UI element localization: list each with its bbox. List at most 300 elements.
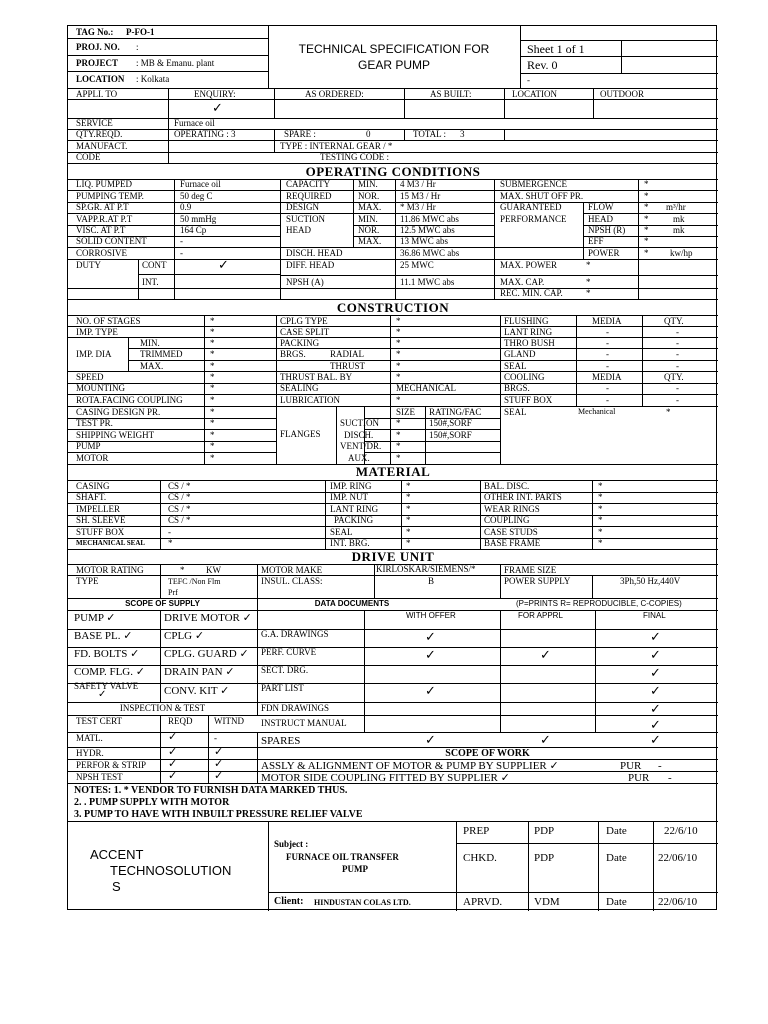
motor-type-label: TYPE <box>76 576 99 586</box>
cplg-type-value: * <box>396 316 401 326</box>
design-label: DESIGN <box>286 202 319 212</box>
thro-bush-label: THRO BUSH <box>504 338 555 348</box>
scope-work-1-dash: - <box>658 760 662 772</box>
supply-fd-bolts: FD. BOLTS ✓ <box>74 648 140 660</box>
final-header: FINAL <box>643 611 666 620</box>
corrosive-value: - <box>180 248 183 258</box>
test-cert-header: TEST CERT <box>76 716 123 726</box>
operating-conditions-title: OPERATING CONDITIONS <box>305 164 481 179</box>
lubrication-value: * <box>396 395 401 405</box>
speed-value: * <box>210 372 215 382</box>
proj-no-value: : <box>136 42 139 52</box>
manufact-label: MANUFACT. <box>76 141 128 151</box>
cooling-qty-header: QTY. <box>664 372 684 382</box>
rota-facing-value: * <box>210 395 215 405</box>
motor-weight-label: MOTOR <box>76 453 109 463</box>
scope-work-item-2: MOTOR SIDE COUPLING FITTED BY SUPPLIER ✓ <box>261 772 510 784</box>
test-perfor-reqd-icon: ✓ <box>168 758 178 770</box>
cooling-media-header: MEDIA <box>592 372 622 382</box>
npsh-r-label: NPSH (R) <box>588 225 626 235</box>
lant-ring-media: - <box>606 327 609 337</box>
total-label: TOTAL : <box>413 129 447 139</box>
revision: Rev. 0 <box>527 58 558 72</box>
pump-type: TYPE : INTERNAL GEAR / * <box>280 141 393 151</box>
fdn-final-check-icon: ✓ <box>650 701 661 716</box>
part-offer-check-icon: ✓ <box>425 683 436 698</box>
mat-lant-ring-value: * <box>406 504 411 514</box>
material-title: MATERIAL <box>355 464 431 479</box>
mat-base-frame-value: * <box>598 538 603 548</box>
supply-safety-valve: SAFETY VALVE <box>74 681 139 691</box>
shut-off-pr-label: MAX. SHUT OFF PR. <box>500 191 584 201</box>
solid-content-label: SOLID CONTENT <box>76 236 147 246</box>
flange-suction-size: * <box>396 418 401 428</box>
max-cap-label: MAX. CAP. <box>500 277 545 287</box>
part-final-check-icon: ✓ <box>650 683 661 698</box>
mat-stuff-box-label: STUFF BOX <box>76 527 125 537</box>
doc-perf-curve: PERF. CURVE <box>261 647 317 657</box>
mat-mech-seal-value: * <box>168 538 173 548</box>
title-line-1: TECHNICAL SPECIFICATION FOR <box>298 42 490 56</box>
mat-packing-label: PACKING <box>334 515 374 525</box>
flow-unit: m³/hr <box>666 202 686 212</box>
sealing-value: MECHANICAL <box>396 383 456 393</box>
scope-of-supply-header: SCOPE OF SUPPLY <box>125 599 200 608</box>
mat-shaft-value: CS / * <box>168 492 191 502</box>
cap-max-label: MAX. <box>358 202 382 212</box>
testing-code-label: TESTING CODE : <box>320 152 389 162</box>
thrust-label: THRUST <box>330 361 366 371</box>
mat-impeller-value: CS / * <box>168 504 191 514</box>
suction-label: SUCTION <box>286 214 326 224</box>
flange-vent-label: VENT/DR. <box>340 441 382 451</box>
imp-max-value: * <box>210 361 215 371</box>
duty-label: DUTY <box>76 260 101 270</box>
mat-case-studs-label: CASE STUDS <box>484 527 538 537</box>
mat-coupling-label: COUPLING <box>484 515 530 525</box>
mat-seal-value: * <box>406 527 411 537</box>
shut-off-pr-value: * <box>644 191 649 201</box>
suct-nor-value: 12.5 MWC abs <box>400 225 455 235</box>
flushing-media-header: MEDIA <box>592 316 622 326</box>
doc-sect-drg: SECT. DRG. <box>261 665 309 675</box>
project-label: PROJECT <box>76 58 119 68</box>
power-label: POWER <box>588 248 620 258</box>
test-hydr-reqd-icon: ✓ <box>168 746 178 758</box>
mat-case-studs-value: * <box>598 527 603 537</box>
note-1: NOTES: 1. * VENDOR TO FURNISH DATA MARKED THUS. <box>74 785 348 796</box>
cool-stuff-box-qty: - <box>676 395 679 405</box>
enquiry-check-icon: ✓ <box>212 100 223 115</box>
flush-seal-qty: - <box>676 361 679 371</box>
scope-work-2-dash: - <box>668 772 672 784</box>
mat-seal-label: SEAL <box>330 527 353 537</box>
mat-bal-disc-value: * <box>598 481 603 491</box>
client-value: HINDUSTAN COLAS LTD. <box>314 898 411 907</box>
mat-other-parts-label: OTHER INT. PARTS <box>484 492 562 502</box>
flow-label: FLOW <box>588 202 614 212</box>
pump-weight-label: PUMP <box>76 441 101 451</box>
prep-date: 22/6/10 <box>664 825 698 837</box>
imp-dia-label: IMP. DIA <box>76 349 112 359</box>
pumping-temp-value: 50 deg C <box>180 191 213 201</box>
spec-sheet <box>67 25 717 910</box>
motor-type-value-2: Prf <box>168 588 178 597</box>
mat-wear-rings-label: WEAR RINGS <box>484 504 540 514</box>
mat-base-frame-label: BASE FRAME <box>484 538 541 548</box>
visc-label: VISC. AT P.T <box>76 225 126 235</box>
npsh-r-value: * <box>644 225 649 235</box>
flange-size-header: SIZE <box>396 407 415 417</box>
flange-disch-label: DISCH. <box>344 430 374 440</box>
chkd-date-label: Date <box>606 852 627 864</box>
company-name-line-1: ACCENT <box>90 847 144 862</box>
test-matl-witnd: - <box>214 733 217 743</box>
company-name-line-3: S <box>112 879 121 894</box>
with-offer-header: WITH OFFER <box>406 611 456 620</box>
vap-pr-value: 50 mmHg <box>180 214 217 224</box>
construction-title: CONSTRUCTION <box>336 300 450 315</box>
flushing-header: FLUSHING <box>504 316 549 326</box>
supply-pump: PUMP ✓ <box>74 612 116 624</box>
liq-pumped-value: Furnace oil <box>180 179 221 189</box>
operating-qty: OPERATING : 3 <box>174 129 236 139</box>
test-npsh-label: NPSH TEST <box>76 772 123 782</box>
location-label: LOCATION <box>76 74 125 84</box>
thro-bush-qty: - <box>676 338 679 348</box>
shipping-weight-label: SHIPPING WEIGHT <box>76 430 155 440</box>
test-matl-label: MATL. <box>76 733 103 743</box>
suct-min-label: MIN. <box>358 214 378 224</box>
case-split-value: * <box>396 327 401 337</box>
flange-rating-header: RATING/FAC <box>429 407 482 417</box>
tag-value: P-FO-1 <box>126 27 155 37</box>
subject-label: Subject : <box>274 839 309 849</box>
flange-suction-label: SUCTION <box>340 418 380 428</box>
suct-min-value: 11.86 MWC abs <box>400 214 459 224</box>
chkd-initials: PDP <box>534 852 555 864</box>
ga-final-check-icon: ✓ <box>650 629 661 644</box>
aprvd-date: 22/06/10 <box>658 896 698 908</box>
mat-coupling-value: * <box>598 515 603 525</box>
eff-value: * <box>644 236 649 246</box>
mat-imp-ring-label: IMP. RING <box>330 481 372 491</box>
power-value: * <box>644 248 649 258</box>
gland-label: GLAND <box>504 349 536 359</box>
doc-fdn-drawings: FDN DRAWINGS <box>261 703 330 713</box>
test-pr-value: * <box>210 418 215 428</box>
flush-seal-label: SEAL <box>504 361 527 371</box>
cplg-type-label: CPLG TYPE <box>280 316 328 326</box>
sect-final-check-icon: ✓ <box>650 665 661 680</box>
required-label: REQUIRED <box>286 191 332 201</box>
brgs-label: BRGS. <box>280 349 306 359</box>
max-power-value: * <box>586 260 591 270</box>
frame-size-label: FRAME SIZE <box>504 565 557 575</box>
aprvd-initials: VDM <box>534 896 560 908</box>
seal-value: Mechanical <box>578 407 616 416</box>
visc-value: 164 Cp <box>180 225 207 235</box>
motor-make-label: MOTOR MAKE <box>261 565 323 575</box>
radial-label: RADIAL <box>330 349 364 359</box>
imp-min-value: * <box>210 338 215 348</box>
thrust-bal-value: * <box>396 372 401 382</box>
lubrication-label: LUBRICATION <box>280 395 340 405</box>
cooling-header: COOLING <box>504 372 545 382</box>
perf-head-unit: mk <box>673 214 685 224</box>
mat-imp-nut-label: IMP. NUT <box>330 492 369 502</box>
power-unit: kw/hp <box>670 248 693 258</box>
insul-class-label: INSUL. CLASS: <box>261 576 323 586</box>
mat-packing-value: * <box>406 515 411 525</box>
mounting-value: * <box>210 383 215 393</box>
client-label: Client: <box>274 896 304 907</box>
cap-max-value: * M3 / Hr <box>400 202 436 212</box>
flushing-qty-header: QTY. <box>664 316 684 326</box>
cool-stuff-box-label: STUFF BOX <box>504 395 553 405</box>
max-power-label: MAX. POWER <box>500 260 558 270</box>
insul-class-value: B <box>428 576 435 586</box>
supply-comp-flg: COMP. FLG. ✓ <box>74 666 145 678</box>
as-built-label: AS BUILT: <box>430 89 472 99</box>
pump-weight-value: * <box>210 441 215 451</box>
location-value: : Kolkata <box>136 74 170 84</box>
mat-stuff-box-value: - <box>168 527 171 537</box>
proj-no-label: PROJ. NO. <box>76 42 120 52</box>
npsh-a-value: 11.1 MWC abs <box>400 277 455 287</box>
qty-reqd-label: QTY.REQD. <box>76 129 123 139</box>
casing-design-pr-label: CASING DESIGN PR. <box>76 407 161 417</box>
cap-min-label: MIN. <box>358 179 378 189</box>
cool-brgs-label: BRGS. <box>504 383 530 393</box>
prep-initials: PDP <box>534 825 555 837</box>
test-hydr-witnd-icon: ✓ <box>214 746 224 758</box>
for-appr-header: FOR APPRL <box>518 611 563 620</box>
enquiry-label: ENQUIRY: <box>194 89 236 99</box>
motor-make-value: KIRLOSKAR/SIEMENS/* <box>376 564 476 574</box>
solid-content-value: - <box>180 236 183 246</box>
inspection-test-header: INSPECTION & TEST <box>119 703 206 713</box>
spare-label: SPARE : <box>284 129 316 139</box>
supply-cplg: CPLG ✓ <box>164 630 205 642</box>
perf-final-check-icon: ✓ <box>650 647 661 662</box>
test-perfor-witnd-icon: ✓ <box>214 758 224 770</box>
test-npsh-witnd-icon: ✓ <box>214 770 224 782</box>
flange-disch-rating: 150#,SORF <box>429 430 472 440</box>
mat-casing-value: CS / * <box>168 481 191 491</box>
thrust-bal-label: THRUST BAL. BY <box>280 372 353 382</box>
chkd-label: CHKD. <box>463 852 497 864</box>
npsh-r-unit: mk <box>673 225 685 235</box>
npsh-a-label: NPSH (A) <box>286 277 324 287</box>
suct-max-value: 13 MWC abs <box>400 236 448 246</box>
title-line-2: GEAR PUMP <box>357 58 430 72</box>
power-supply-value: 3Ph,50 Hz,440V <box>620 576 681 586</box>
flow-value: * <box>644 202 649 212</box>
spares-final-check-icon: ✓ <box>650 732 661 747</box>
perf-head-value: * <box>644 214 649 224</box>
submergence-value: * <box>644 179 649 189</box>
seal-label: SEAL <box>504 407 527 417</box>
cap-min-value: 4 M3 / Hr <box>400 179 436 189</box>
code-label: CODE <box>76 152 101 162</box>
suct-max-label: MAX. <box>358 236 382 246</box>
mat-mech-seal-label: MECHANICAL SEAL <box>76 539 146 547</box>
subject-line-1: FURNACE OIL TRANSFER <box>286 852 399 862</box>
lant-ring-qty: - <box>676 327 679 337</box>
stages-value: * <box>210 316 215 326</box>
sealing-label: SEALING <box>280 383 319 393</box>
perf-offer-check-icon: ✓ <box>425 647 436 662</box>
duty-cont-label: CONT <box>142 260 167 270</box>
subject-line-2: PUMP <box>342 864 368 874</box>
mounting-label: MOUNTING <box>76 383 125 393</box>
duty-cont-check-icon: ✓ <box>218 257 229 272</box>
tag-label: TAG No.: <box>76 27 114 37</box>
total-value: 3 <box>460 129 465 139</box>
cap-nor-label: NOR. <box>358 191 380 201</box>
case-split-label: CASE SPLIT <box>280 327 330 337</box>
header-dash: - <box>527 75 530 85</box>
perf-appr-check-icon: ✓ <box>540 647 551 662</box>
pumping-temp-label: PUMPING TEMP. <box>76 191 144 201</box>
mat-impeller-label: IMPELLER <box>76 504 120 514</box>
test-matl-reqd-icon: ✓ <box>168 731 178 743</box>
diff-head-value: 25 MWC <box>400 260 434 270</box>
mat-bal-disc-label: BAL. DISC. <box>484 481 530 491</box>
aprvd-date-label: Date <box>606 896 627 908</box>
thrust-value: * <box>396 361 401 371</box>
cap-nor-value: 15 M3 / Hr <box>400 191 441 201</box>
mat-casing-label: CASING <box>76 481 110 491</box>
eff-label: EFF <box>588 236 604 246</box>
imp-dia-trimmed-label: TRIMMED <box>140 349 183 359</box>
max-cap-value: * <box>586 277 591 287</box>
test-npsh-reqd-icon: ✓ <box>168 770 178 782</box>
performance-label: PERFORMANCE <box>500 214 567 224</box>
speed-label: SPEED <box>76 372 104 382</box>
company-name-line-2: TECHNOSOLUTION <box>110 863 232 878</box>
rota-facing-label: ROTA.FACING COUPLING <box>76 395 183 405</box>
seal-qty: * <box>666 407 671 417</box>
spare-value: 0 <box>366 129 371 139</box>
as-ordered-label: AS ORDERED: <box>305 89 364 99</box>
mat-other-parts-value: * <box>598 492 603 502</box>
doc-ga-drawings: G.A. DRAWINGS <box>261 629 329 639</box>
note-2: 2. . PUMP SUPPLY WITH MOTOR <box>74 797 230 808</box>
motor-type-value-1: TEFC /Non Flm <box>168 577 221 586</box>
sp-gr-value: 0.9 <box>180 202 192 212</box>
supply-drive-motor: DRIVE MOTOR ✓ <box>164 612 252 624</box>
imp-type-label: IMP. TYPE <box>76 327 118 337</box>
aprvd-label: APRVD. <box>463 896 503 908</box>
mat-sleeve-value: CS / * <box>168 515 191 525</box>
flange-vent-size: * <box>396 441 401 451</box>
doc-part-list: PART LIST <box>261 683 304 693</box>
shipping-weight-value: * <box>210 430 215 440</box>
guaranteed-label: GUARANTEED <box>500 202 562 212</box>
flush-seal-media: - <box>606 361 609 371</box>
vap-pr-label: VAPP.R.AT P.T <box>76 214 133 224</box>
drive-unit-title: DRIVE UNIT <box>351 549 435 564</box>
note-3: 3. PUMP TO HAVE WITH INBUILT PRESSURE RELIEF VALVE <box>74 809 363 820</box>
scope-work-1-pur: PUR <box>620 760 642 772</box>
capacity-label: CAPACITY <box>286 179 331 189</box>
ga-offer-check-icon: ✓ <box>425 629 436 644</box>
diff-head-label: DIFF. HEAD <box>286 260 335 270</box>
mat-int-brg-value: * <box>406 538 411 548</box>
data-documents-header: DATA DOCUMENTS <box>314 599 390 608</box>
submergence-label: SUBMERGENCE <box>500 179 568 189</box>
scope-of-work-header: SCOPE OF WORK <box>445 748 530 759</box>
spares-appr-check-icon: ✓ <box>540 732 551 747</box>
mat-shaft-label: SHAFT. <box>76 492 107 502</box>
mat-sleeve-label: SH. SLEEVE <box>76 515 126 525</box>
casing-design-pr-value: * <box>210 407 215 417</box>
prep-date-label: Date <box>606 825 627 837</box>
duty-int-label: INT. <box>142 277 159 287</box>
scope-work-item-1: ASSLY & ALIGNMENT OF MOTOR & PUMP BY SUPPLIER ✓ <box>261 760 559 772</box>
motor-rating-label: MOTOR RATING <box>76 565 144 575</box>
sp-gr-label: SP.GR. AT P.T <box>76 202 129 212</box>
rec-min-cap-label: REC. MIN. CAP. <box>500 288 563 298</box>
imp-dia-min-label: MIN. <box>140 338 160 348</box>
imp-trimmed-value: * <box>210 349 215 359</box>
mat-int-brg-label: INT. BRG. <box>330 538 370 548</box>
test-perfor-label: PERFOR & STRIP <box>76 760 147 770</box>
appli-to-label: APPLI. TO <box>76 89 118 99</box>
disch-head-label: DISCH. HEAD <box>286 248 343 258</box>
perf-head-label: HEAD <box>588 214 613 224</box>
head-label: HEAD <box>286 225 311 235</box>
stages-label: NO. OF STAGES <box>76 316 141 326</box>
motor-weight-value: * <box>210 453 215 463</box>
motor-rating-unit: KW <box>206 565 221 575</box>
radial-value: * <box>396 349 401 359</box>
packing-label: PACKING <box>280 338 320 348</box>
scope-work-2-pur: PUR <box>628 772 650 784</box>
prep-label: PREP <box>463 825 490 837</box>
cool-stuff-box-media: - <box>606 395 609 405</box>
lant-ring-label: LANT RING <box>504 327 553 337</box>
cool-brgs-qty: - <box>676 383 679 393</box>
packing-value: * <box>396 338 401 348</box>
thro-bush-media: - <box>606 338 609 348</box>
mat-wear-rings-value: * <box>598 504 603 514</box>
service-value: Furnace oil <box>174 118 215 128</box>
disch-head-value: 36.86 MWC abs <box>400 248 460 258</box>
cool-brgs-media: - <box>606 383 609 393</box>
liq-pumped-label: LIQ. PUMPED <box>76 179 133 189</box>
sheet-number: Sheet 1 of 1 <box>527 42 585 56</box>
supply-conv-kit: CONV. KIT ✓ <box>164 685 230 697</box>
service-label: SERVICE <box>76 118 113 128</box>
spares-offer-check-icon: ✓ <box>425 732 436 747</box>
doc-instruct-manual: INSTRUCT MANUAL <box>261 718 347 728</box>
motor-rating-value: * <box>180 565 185 575</box>
imp-dia-max-label: MAX. <box>140 361 164 371</box>
supply-drain-pan: DRAIN PAN ✓ <box>164 666 235 678</box>
flange-suction-rating: 150#,SORF <box>429 418 472 428</box>
gland-media: - <box>606 349 609 359</box>
location-col-label: LOCATION <box>512 89 557 99</box>
mat-lant-ring-label: LANT RING <box>330 504 379 514</box>
project-value: : MB & Emanu. plant <box>136 58 215 68</box>
imp-type-value: * <box>210 327 215 337</box>
mat-imp-nut-value: * <box>406 492 411 502</box>
test-hydr-label: HYDR. <box>76 748 104 758</box>
reqd-header: REQD <box>168 716 193 726</box>
